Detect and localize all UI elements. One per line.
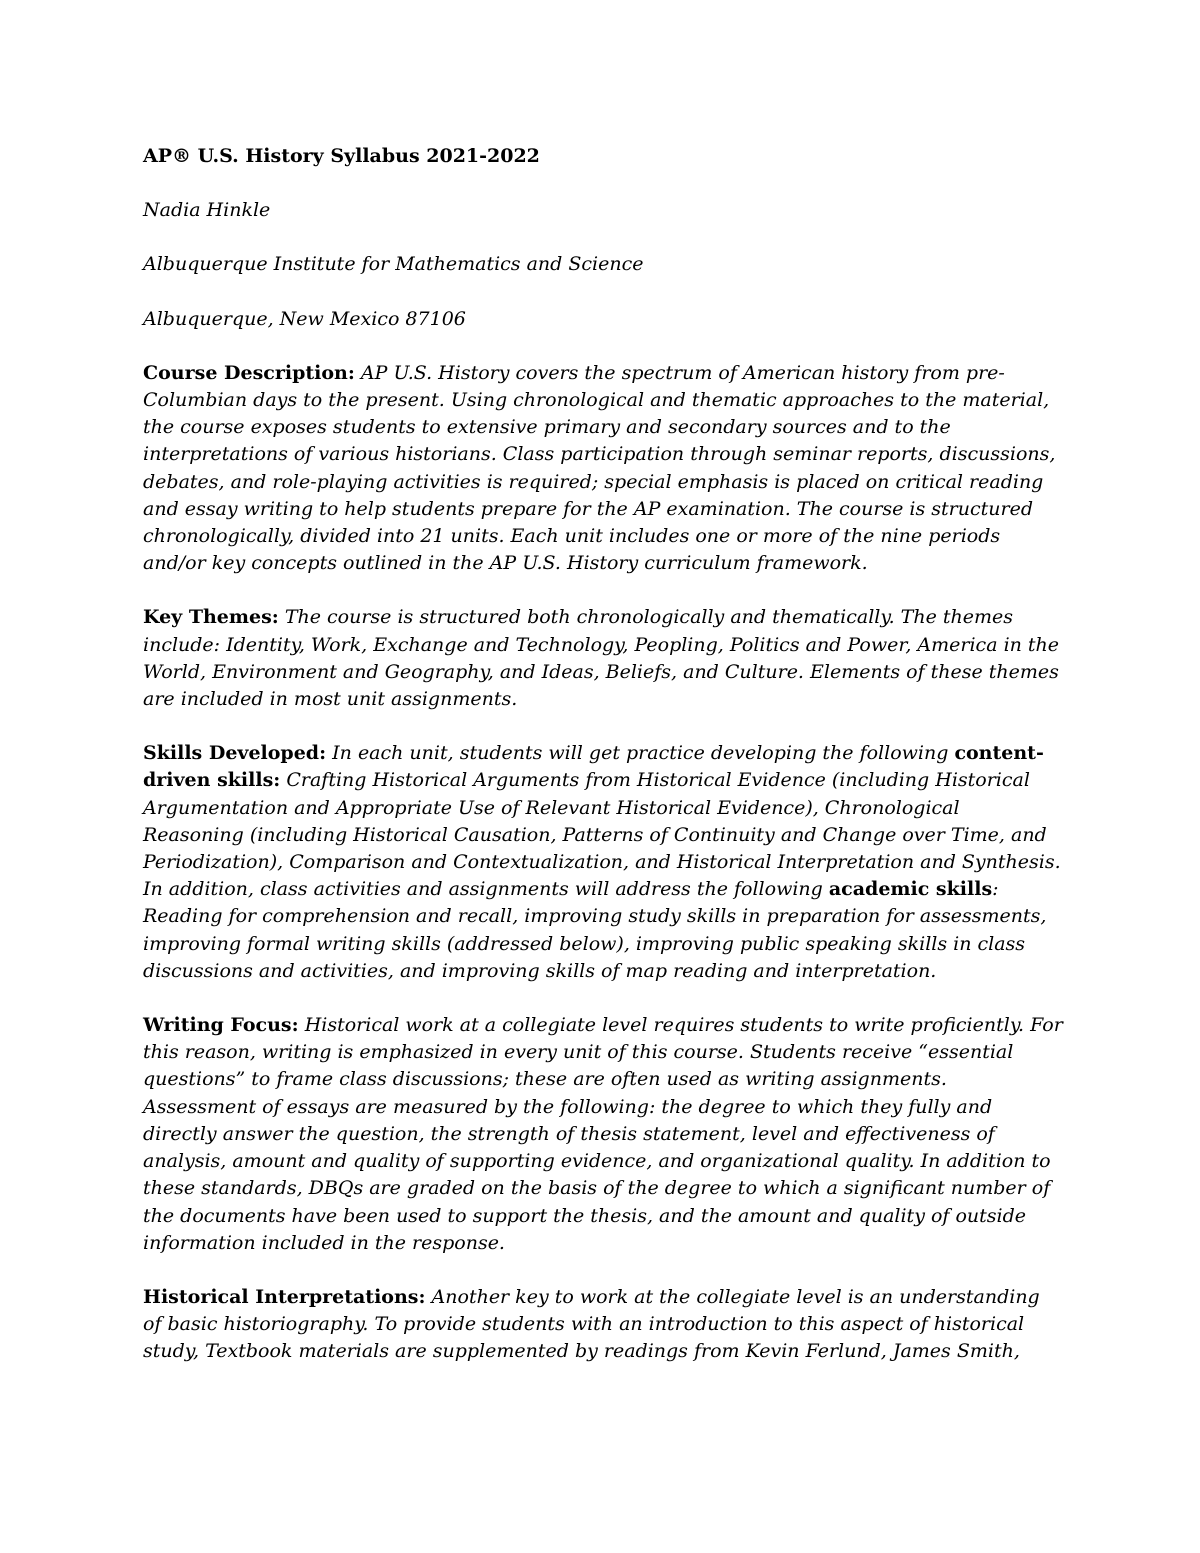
historical-interpretations-section — [143, 1284, 1063, 1366]
author-name: Nadia Hinkle — [143, 199, 271, 222]
writing-focus-label: Writing Focus: — [143, 1014, 299, 1037]
historical-interpretations-text: Another key to work at the collegiate level is an understanding of basic historiography. To provide students with an introduction to this aspect of historical study, Textbook materials are supplemented by readings from Kevin Ferlund, James Smith, — [143, 1285, 1040, 1363]
skills-developed-text-3: : Reading for comprehension and recall, improving study skills in preparation for assessments, improving formal writing skills (addressed below), improving public speaking skills in class discussions and activities, and improving skills of map reading and interpretation. — [143, 878, 1047, 982]
historical-interpretations-label: Historical Interpretations: — [143, 1285, 426, 1308]
skills-developed-section — [143, 740, 1063, 985]
course-description-text: AP U.S. History covers the spectrum of American history from pre-Columbian days to the present. Using chronological and thematic approaches to the material, the course exposes students to extensive primary and secondary sources and to the interpretations of various historians. Class participation through seminar reports, discussions, debates, and role-playing activities is required; special emphasis is placed on critical reading and essay writing to help students prepare for the AP examination. The course is structured chronologically, divided into 21 units. Each unit includes one or more of the nine periods and/or key concepts outlined in the AP U.S. History curriculum framework. — [143, 361, 1056, 575]
key-themes-section — [143, 604, 1063, 713]
key-themes-label: Key Themes: — [143, 606, 279, 629]
writing-focus-section — [143, 1012, 1063, 1257]
content-driven-skills-term: content-driven skills: — [143, 742, 1044, 792]
academic-skills-term: academic skills — [828, 878, 993, 901]
school-name: Albuquerque Institute for Mathematics and Science — [143, 253, 644, 276]
skills-developed-text-1: In each unit, students will get practice developing the following — [332, 742, 949, 765]
key-themes-text: The course is structured both chronologically and thematically. The themes include: Identity, Work, Exchange and Technology, Peopling, Politics and Power, America in the World, Environment and Geography, and Ideas, Beliefs, and Culture. Elements of these themes are included in most unit assignments. — [143, 606, 1060, 711]
skills-developed-text-2: Crafting Historical Arguments from Historical Evidence (including Historical Argumentation and Appropriate Use of Relevant Historical Evidence), Chronological Reasoning (including Historical Causation, Patterns of Continuity and Change over Time, and Periodization), Comparison and Contextualization, and Historical Interpretation and Synthesis. In addition, class activities and assignments will address the following — [143, 769, 1061, 901]
school-location: Albuquerque, New Mexico 87106 — [143, 307, 466, 330]
document-title: AP® U.S. History Syllabus 2021-2022 — [143, 145, 540, 167]
course-description-section — [143, 360, 1063, 578]
writing-focus-text: Historical work at a collegiate level requires students to write proficiently. For this reason, writing is emphasized in every unit of this course. Students receive “essential questions” to frame class discussions; these are often used as writing assignments. Assessment of essays are measured by the following: the degree to which they fully and directly answer the question, the strength of thesis statement, level and effectiveness of analysis, amount and quality of supporting evidence, and organizational quality. In addition to these standards, DBQs are graded on the basis of the degree to which a significant number of the documents have been used to support the thesis, and the amount and quality of outside information included in the response. — [143, 1014, 1063, 1254]
course-description-label: Course Description: — [143, 361, 355, 384]
document-page — [143, 143, 1063, 1393]
skills-developed-label: Skills Developed: — [143, 742, 327, 765]
